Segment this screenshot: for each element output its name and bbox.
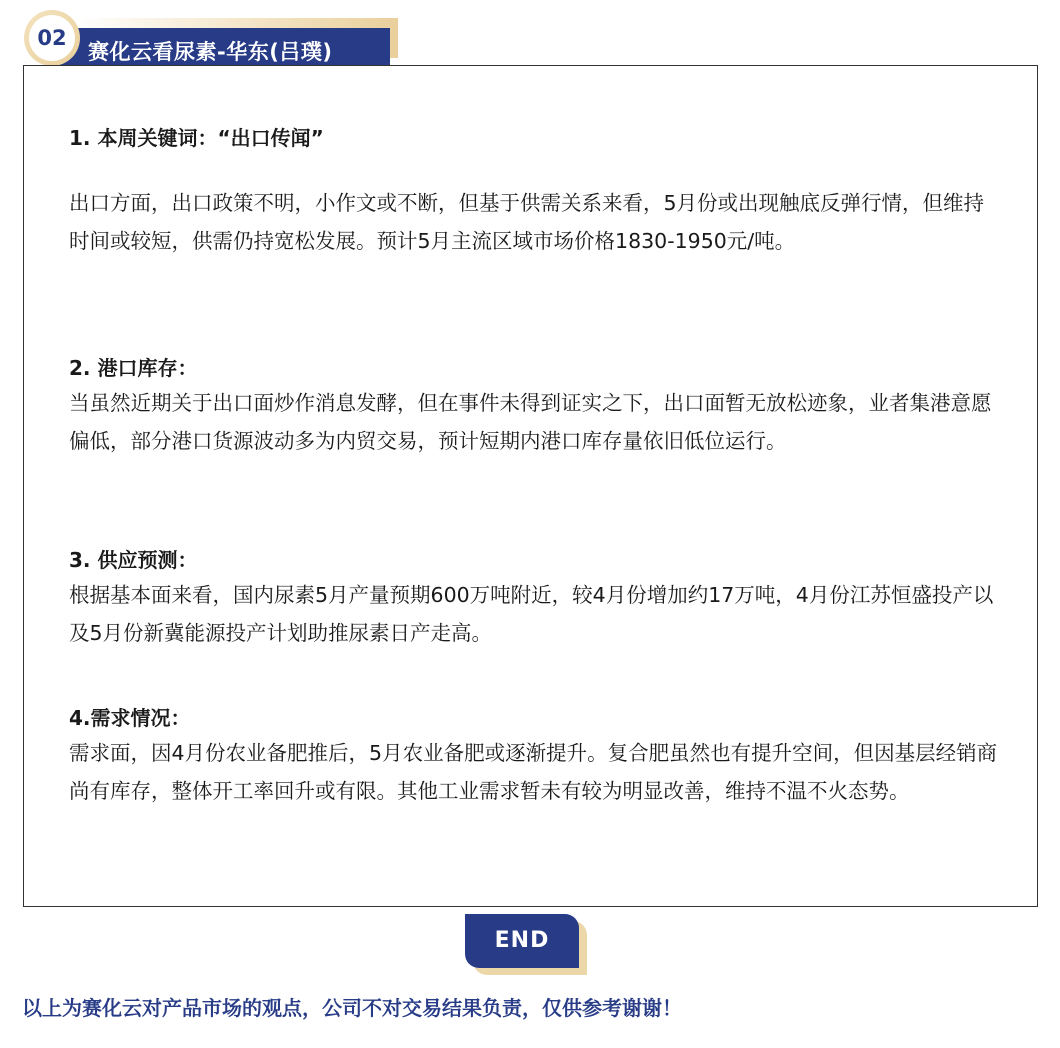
section-body: 需求面，因4月份农业备肥推后，5月农业备肥或逐渐提升。复合肥虽然也有提升空间，但因基层经销商尚有库存，整体开工率回升或有限。其他工业需求暂未有较为明显改善，维持不温不火态势。: [69, 741, 998, 803]
section-title: 赛化云看尿素-华东(吕璞): [88, 40, 333, 64]
section-body: 出口方面，出口政策不明，小作文或不断，但基于供需关系来看，5月份或出现触底反弹行情，但维持时间或较短，供需仍持宽松发展。预计5月主流区域市场价格1830-1950元/吨。: [69, 191, 985, 253]
section-body: 当虽然近期关于出口面炒作消息发酵，但在事件未得到证实之下，出口面暂无放松迹象，业者集港意愿偏低，部分港口货源波动多为内贸交易，预计短期内港口库存量依旧低位运行。: [69, 391, 992, 453]
section-supply-forecast: [69, 544, 999, 652]
section-heading: 1. 本周关键词：“出口传闻”: [69, 126, 324, 150]
section-heading: 4.需求情况：: [69, 706, 191, 730]
content-box: [23, 65, 1038, 907]
footer-disclaimer: 以上为赛化云对产品市场的观点，公司不对交易结果负责，仅供参考谢谢！: [22, 996, 682, 1020]
section-heading: 2. 港口库存：: [69, 356, 198, 380]
section-port-inventory: [69, 352, 999, 460]
section-keyword: [69, 122, 999, 260]
section-demand: [69, 702, 999, 810]
end-marker: END: [465, 914, 579, 968]
section-body: 根据基本面来看，国内尿素5月产量预期600万吨附近，较4月份增加约17万吨，4月份江苏恒盛投产以及5月份新冀能源投产计划助推尿素日产走高。: [69, 583, 994, 645]
number-badge: 02: [29, 15, 75, 61]
section-heading: 3. 供应预测：: [69, 548, 198, 572]
